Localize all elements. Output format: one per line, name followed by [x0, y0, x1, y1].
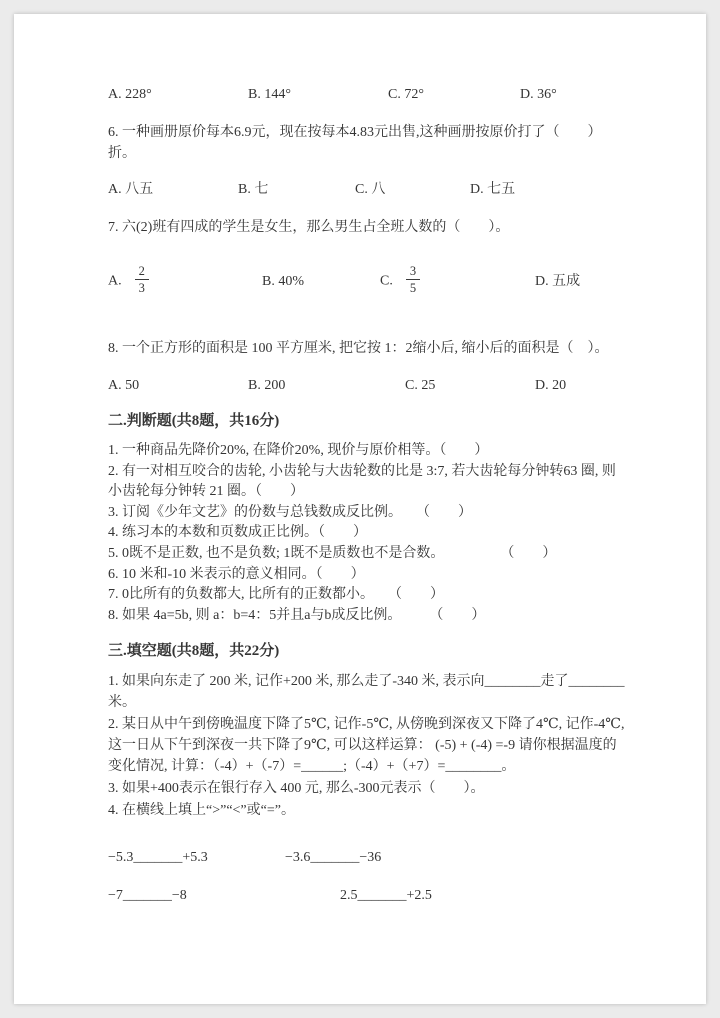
fraction-two-thirds — [135, 264, 149, 295]
q7-option-c-label: C. — [380, 273, 393, 289]
question-8-text: 8. 一个正方形的面积是 100 平方厘米, 把它按 1：2缩小后, 缩小后的面积是（ ）。 — [108, 341, 609, 356]
comparison-cell-2-2: 2.5_______+2.5 — [340, 888, 432, 904]
q5-options-row — [108, 84, 628, 105]
q8-option-a: A. 50 — [108, 378, 140, 393]
judge-item-3: 3. 订阅《少年文艺》的份数与总钱数成反比例。 （ ） — [108, 504, 472, 520]
judge-item-8: 8. 如果 4a=5b, 则 a：b=4：5并且a与b成反比例。 （ ） — [108, 607, 486, 623]
question-7-text: 7. 六(2)班有四成的学生是女生，那么男生占全班人数的（ ）。 — [108, 220, 510, 235]
q5-option-b: B. 144° — [248, 87, 291, 102]
judge-item-7: 7. 0比所有的负数都大, 比所有的正数都小。 （ ） — [108, 587, 444, 603]
comparison-cell-2-1: −7_______−8 — [108, 888, 187, 904]
fraction-numerator: 2 — [135, 264, 149, 280]
judge-item-5: 5. 0既不是正数, 也不是负数; 1既不是质数也不是合数。 （ ） — [108, 545, 557, 561]
q5-option-a: A. 228° — [108, 87, 152, 102]
q8-option-c: C. 25 — [405, 378, 436, 393]
section-judge-title: 二.判断题(共8题，共16分) — [108, 413, 280, 429]
q5-option-d: D. 36° — [520, 87, 557, 102]
q7-option-a-label: A. — [108, 273, 122, 289]
fill-item-2: 2. 某日从中午到傍晚温度下降了5℃, 记作-5℃, 从傍晚到深夜又下降了4℃, 记作-4℃, 这一日从下午到深夜一共下降了9℃, 可以这样运算： (-5) + (-4) =-9 请你根据温度的变化情况, 计算：（-4）+（-7）=______;（-4）+（+7）=________。 — [108, 717, 625, 775]
fraction-denominator: 5 — [409, 280, 417, 295]
judge-item-6: 6. 10 米和-10 米表示的意义相同。（ ） — [108, 566, 365, 582]
fraction-denominator: 3 — [138, 280, 145, 295]
q6-option-c: C. 八 — [355, 182, 386, 197]
comparison-row-1 — [108, 847, 628, 868]
q8-option-b: B. 200 — [248, 378, 286, 393]
fill-item-3: 3. 如果+400表示在银行存入 400 元, 那么-300元表示（ ）。 — [108, 781, 485, 797]
q6-options-row — [108, 179, 628, 200]
fraction-three-fifths — [406, 264, 420, 295]
q7-option-b: B. 40% — [262, 273, 304, 289]
q7-option-d: D. 五成 — [535, 273, 581, 289]
judge-item-1: 1. 一种商品先降价20%, 在降价20%, 现价与原价相等。（ ） — [108, 443, 489, 458]
fill-item-4: 4. 在横线上填上“>”“<”或“=”。 — [108, 803, 295, 819]
q7-option-a — [108, 263, 262, 297]
q6-option-a: A. 八五 — [108, 182, 154, 197]
fill-question-list — [108, 671, 628, 821]
question-6-text: 6. 一种画册原价每本6.9元，现在按每本4.83元出售,这种画册按原价打了（ ）折。 — [108, 125, 602, 161]
q7-option-c — [380, 263, 535, 297]
judge-question-list — [108, 441, 628, 626]
comparison-cell-1-2: −3.6_______−36 — [285, 850, 382, 866]
judge-item-2: 2. 有一对相互咬合的齿轮, 小齿轮与大齿轮数的比是 3:7, 若大齿轮每分钟转63 圈, 则小齿轮每分钟转 21 圈。（ ） — [108, 463, 616, 500]
comparison-row-2 — [108, 885, 628, 906]
q8-option-d: D. 20 — [535, 378, 567, 393]
comparison-cell-1-1: −5.3_______+5.3 — [108, 850, 208, 866]
fill-item-1: 1. 如果向东走了 200 米, 记作+200 米, 那么走了-340 米, 表示向________走了________米。 — [108, 674, 625, 711]
section-fill-title: 三.填空题(共8题，共22分) — [108, 643, 280, 660]
q6-option-d: D. 七五 — [470, 182, 516, 197]
q5-option-c: C. 72° — [388, 87, 424, 102]
fraction-numerator: 3 — [406, 264, 420, 280]
q8-options-row — [108, 375, 628, 396]
judge-item-4: 4. 练习本的本数和页数成正比例。（ ） — [108, 525, 367, 541]
q6-option-b: B. 七 — [238, 182, 269, 197]
q7-options-row — [108, 264, 628, 298]
document-page — [14, 14, 706, 1004]
